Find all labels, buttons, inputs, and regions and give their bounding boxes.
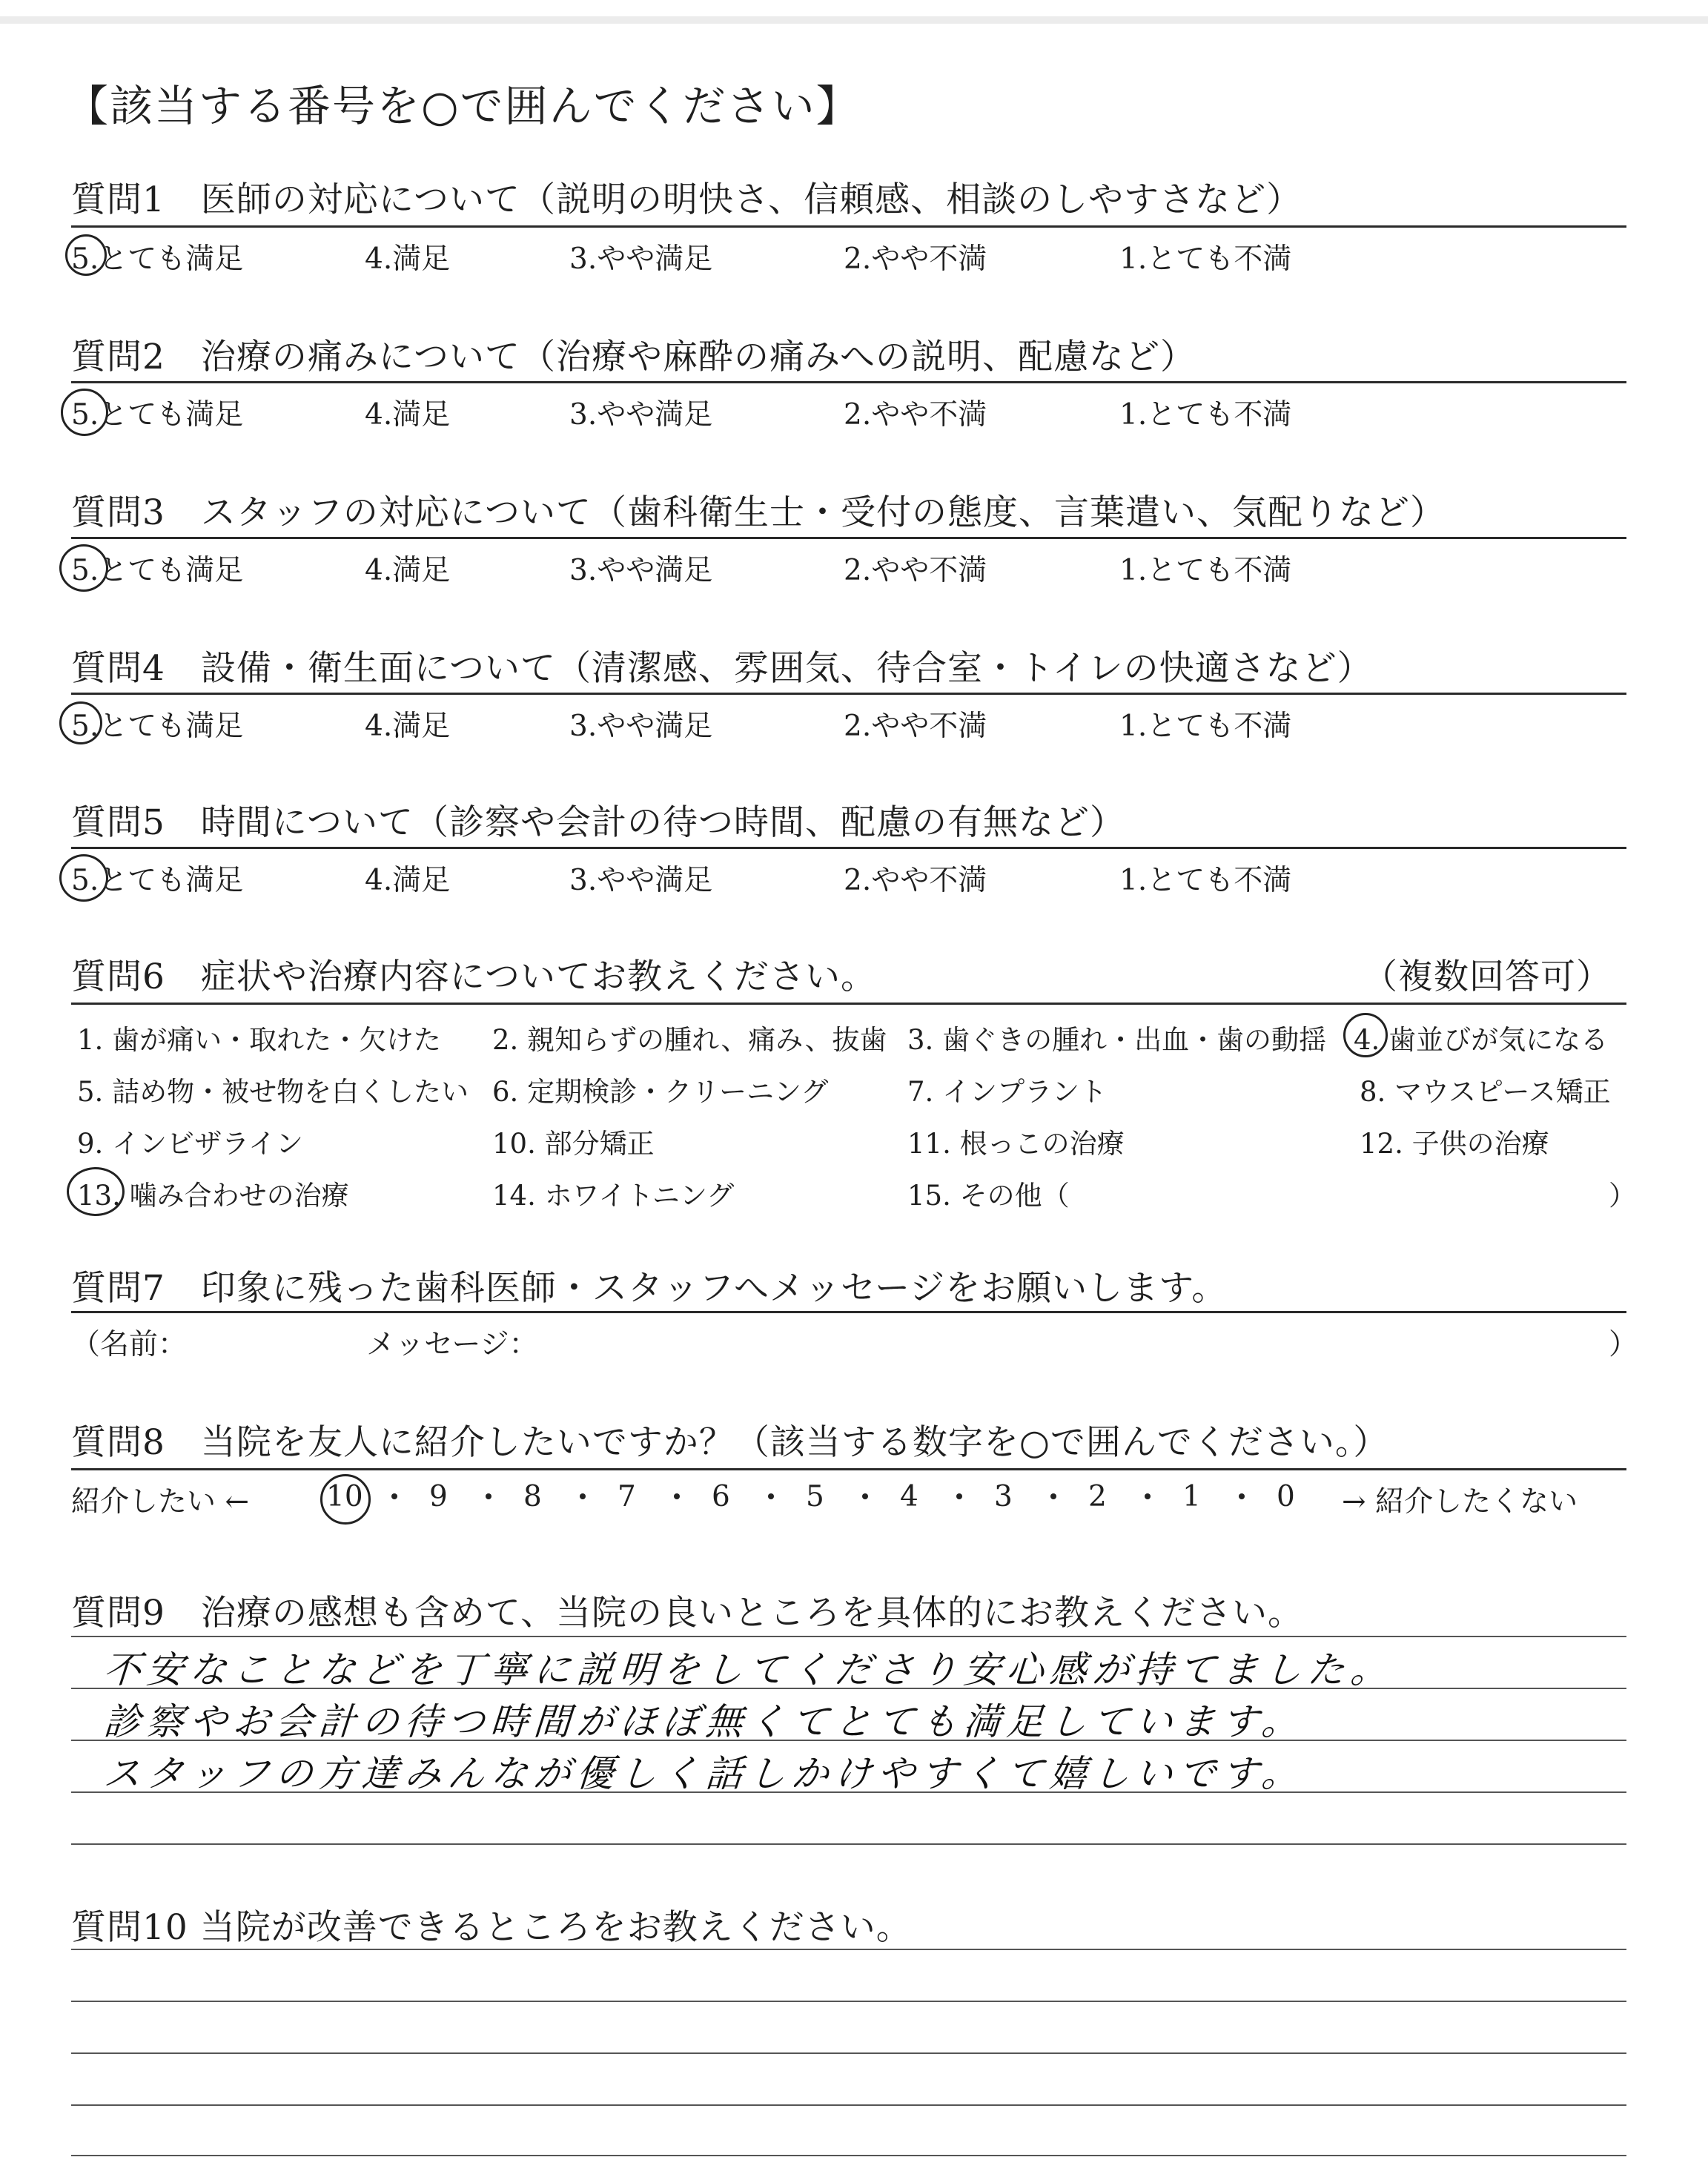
q5-rule xyxy=(71,847,1626,849)
q8-scale-8[interactable]: 8 xyxy=(523,1480,542,1513)
q7-name-label: （名前： xyxy=(71,1328,188,1361)
q8-scale-3[interactable]: 3 xyxy=(994,1480,1013,1513)
q9-title: 質問9 治療の感想も含めて、当院の良いところを具体的にお教えください。 xyxy=(71,1593,1303,1634)
q7-message-label: メッセージ： xyxy=(366,1328,538,1361)
page-title: 【該当する番号を○で囲んでください】 xyxy=(65,81,861,131)
q3-selection-circle xyxy=(59,544,108,592)
q3-rule xyxy=(71,537,1626,539)
q4-option-3[interactable]: 3.やや満足 xyxy=(569,710,713,743)
q9-rule-4 xyxy=(71,1843,1626,1845)
q6-item-15[interactable]: 15. その他（ xyxy=(907,1180,1070,1212)
q2-title: 質問2 治療の痛みについて（治療や麻酔の痛みへの説明、配慮など） xyxy=(71,337,1196,377)
q8-scale-1[interactable]: 1 xyxy=(1182,1480,1201,1513)
q8-left-label: 紹介したい ← xyxy=(71,1485,250,1519)
q6-note: （複数回答可） xyxy=(1363,957,1612,997)
q6-item-1[interactable]: 1. 歯が痛い・取れた・欠けた xyxy=(77,1024,442,1056)
q10-rule-2 xyxy=(71,2052,1626,2054)
q1-selection-circle xyxy=(65,234,107,276)
q6-title: 質問6 症状や治療内容についてお教えください。 xyxy=(71,957,876,997)
q4-option-1[interactable]: 1.とても不満 xyxy=(1119,710,1292,743)
q8-scale-4[interactable]: 4 xyxy=(900,1480,918,1513)
q8-title: 質問8 当院を友人に紹介したいですか？（該当する数字を○で囲んでください。） xyxy=(71,1422,1389,1463)
q8-selection-circle xyxy=(320,1474,371,1525)
q1-option-3[interactable]: 3.やや満足 xyxy=(569,242,713,276)
q7-title: 質問7 印象に残った歯科医師・スタッフへメッセージをお願いします。 xyxy=(71,1268,1228,1309)
q8-scale-7[interactable]: 7 xyxy=(618,1480,636,1513)
q5-option-4[interactable]: 4.満足 xyxy=(365,864,451,897)
q8-separator-dot xyxy=(1239,1493,1245,1499)
q4-option-5[interactable]: 5.とても満足 xyxy=(71,710,244,743)
q4-option-4[interactable]: 4.満足 xyxy=(365,710,451,743)
q6-item-3[interactable]: 3. 歯ぐきの腫れ・出血・歯の動揺 xyxy=(907,1024,1327,1056)
q6-other-close: ） xyxy=(1609,1180,1636,1212)
q2-option-2[interactable]: 2.やや不満 xyxy=(844,398,987,432)
q1-title: 質問1 医師の対応について（説明の明快さ、信頼感、相談のしやすさなど） xyxy=(71,179,1302,220)
q7-rule xyxy=(71,1311,1626,1313)
q8-separator-dot xyxy=(862,1493,868,1499)
q5-option-3[interactable]: 3.やや満足 xyxy=(569,864,713,897)
q1-option-2[interactable]: 2.やや不満 xyxy=(844,242,987,276)
q2-option-4[interactable]: 4.満足 xyxy=(365,398,451,432)
q10-rule-1 xyxy=(71,2001,1626,2002)
q6-item-2[interactable]: 2. 親知らずの腫れ、痛み、抜歯 xyxy=(492,1024,887,1056)
q5-title: 質問5 時間について（診察や会計の待つ時間、配慮の有無など） xyxy=(71,802,1125,843)
q4-selection-circle xyxy=(59,701,102,744)
q9-answer-line-2[interactable]: 診察やお会計の待つ時間がほぼ無くてとても満足しています。 xyxy=(102,1700,1306,1743)
q5-option-5[interactable]: 5.とても満足 xyxy=(71,864,244,897)
q4-option-2[interactable]: 2.やや不満 xyxy=(844,710,987,743)
q7-close-paren: ） xyxy=(1609,1328,1638,1361)
q1-option-1[interactable]: 1.とても不満 xyxy=(1119,242,1292,276)
q6-rule xyxy=(71,1003,1626,1005)
q3-title: 質問3 スタッフの対応について（歯科衛生士・受付の態度、言葉遣い、気配りなど） xyxy=(71,492,1446,533)
q8-separator-dot xyxy=(486,1493,491,1499)
q2-option-5[interactable]: 5.とても満足 xyxy=(71,398,244,432)
q3-option-1[interactable]: 1.とても不満 xyxy=(1119,554,1292,587)
q3-option-2[interactable]: 2.やや不満 xyxy=(844,554,987,587)
q2-option-1[interactable]: 1.とても不満 xyxy=(1119,398,1292,432)
q9-answer-line-3[interactable]: スタッフの方達みんなが優しく話しかけやすくて嬉しいです。 xyxy=(102,1752,1306,1795)
q6-selection-circle-13 xyxy=(67,1167,125,1216)
q8-scale-10[interactable]: 10 xyxy=(326,1480,363,1513)
q9-answer-line-1[interactable]: 不安なことなどを丁寧に説明をしてくださり安心感が持てました。 xyxy=(102,1648,1395,1691)
q2-option-3[interactable]: 3.やや満足 xyxy=(569,398,713,432)
q4-title: 質問4 設備・衛生面について（清潔感、雰囲気、待合室・トイレの快適さなど） xyxy=(71,648,1373,689)
q1-option-5[interactable]: 5.とても満足 xyxy=(71,242,244,276)
q8-rule xyxy=(71,1468,1626,1470)
q9-rule-0 xyxy=(71,1636,1626,1637)
q6-selection-circle-4 xyxy=(1343,1013,1388,1057)
q6-item-12[interactable]: 12. 子供の治療 xyxy=(1360,1128,1549,1160)
q5-selection-circle xyxy=(59,854,108,902)
q8-scale-5[interactable]: 5 xyxy=(806,1480,824,1513)
q10-rule-4 xyxy=(71,2155,1626,2156)
q3-option-5[interactable]: 5.とても満足 xyxy=(71,554,244,587)
q1-option-4[interactable]: 4.満足 xyxy=(365,242,451,276)
q8-separator-dot xyxy=(768,1493,774,1499)
q6-item-6[interactable]: 6. 定期検診・クリーニング xyxy=(492,1076,829,1108)
q8-separator-dot xyxy=(391,1493,397,1499)
q8-separator-dot xyxy=(1145,1493,1151,1499)
q1-rule xyxy=(71,225,1626,228)
scan-top-edge xyxy=(0,16,1708,24)
q6-item-4[interactable]: 4. 歯並びが気になる xyxy=(1354,1024,1609,1056)
q6-item-7[interactable]: 7. インプラント xyxy=(907,1076,1108,1108)
q4-rule xyxy=(71,693,1626,695)
q2-selection-circle xyxy=(61,389,108,436)
q6-item-10[interactable]: 10. 部分矯正 xyxy=(492,1128,655,1160)
q6-item-11[interactable]: 11. 根っこの治療 xyxy=(907,1128,1125,1160)
q8-separator-dot xyxy=(674,1493,680,1499)
q6-item-14[interactable]: 14. ホワイトニング xyxy=(492,1180,735,1212)
q6-item-9[interactable]: 9. インビザライン xyxy=(77,1128,303,1160)
q6-item-8[interactable]: 8. マウスピース矯正 xyxy=(1360,1076,1611,1108)
q8-scale-2[interactable]: 2 xyxy=(1088,1480,1107,1513)
q5-option-1[interactable]: 1.とても不満 xyxy=(1119,864,1292,897)
q8-separator-dot xyxy=(1050,1493,1056,1499)
q10-rule-3 xyxy=(71,2104,1626,2106)
q8-separator-dot xyxy=(580,1493,586,1499)
q10-title: 質問10 当院が改善できるところをお教えください。 xyxy=(71,1907,912,1948)
q3-option-4[interactable]: 4.満足 xyxy=(365,554,451,587)
q5-option-2[interactable]: 2.やや不満 xyxy=(844,864,987,897)
q8-scale-6[interactable]: 6 xyxy=(712,1480,730,1513)
q8-scale-0[interactable]: 0 xyxy=(1277,1480,1295,1513)
q10-rule-0 xyxy=(71,1949,1626,1950)
q2-rule xyxy=(71,381,1626,383)
q6-item-13[interactable]: 13. 噛み合わせの治療 xyxy=(77,1180,349,1212)
q3-option-3[interactable]: 3.やや満足 xyxy=(569,554,713,587)
q8-right-label: → 紹介したくない xyxy=(1342,1485,1578,1519)
q8-scale-9[interactable]: 9 xyxy=(429,1480,448,1513)
q8-separator-dot xyxy=(956,1493,962,1499)
q6-item-5[interactable]: 5. 詰め物・被せ物を白くしたい xyxy=(77,1076,469,1108)
